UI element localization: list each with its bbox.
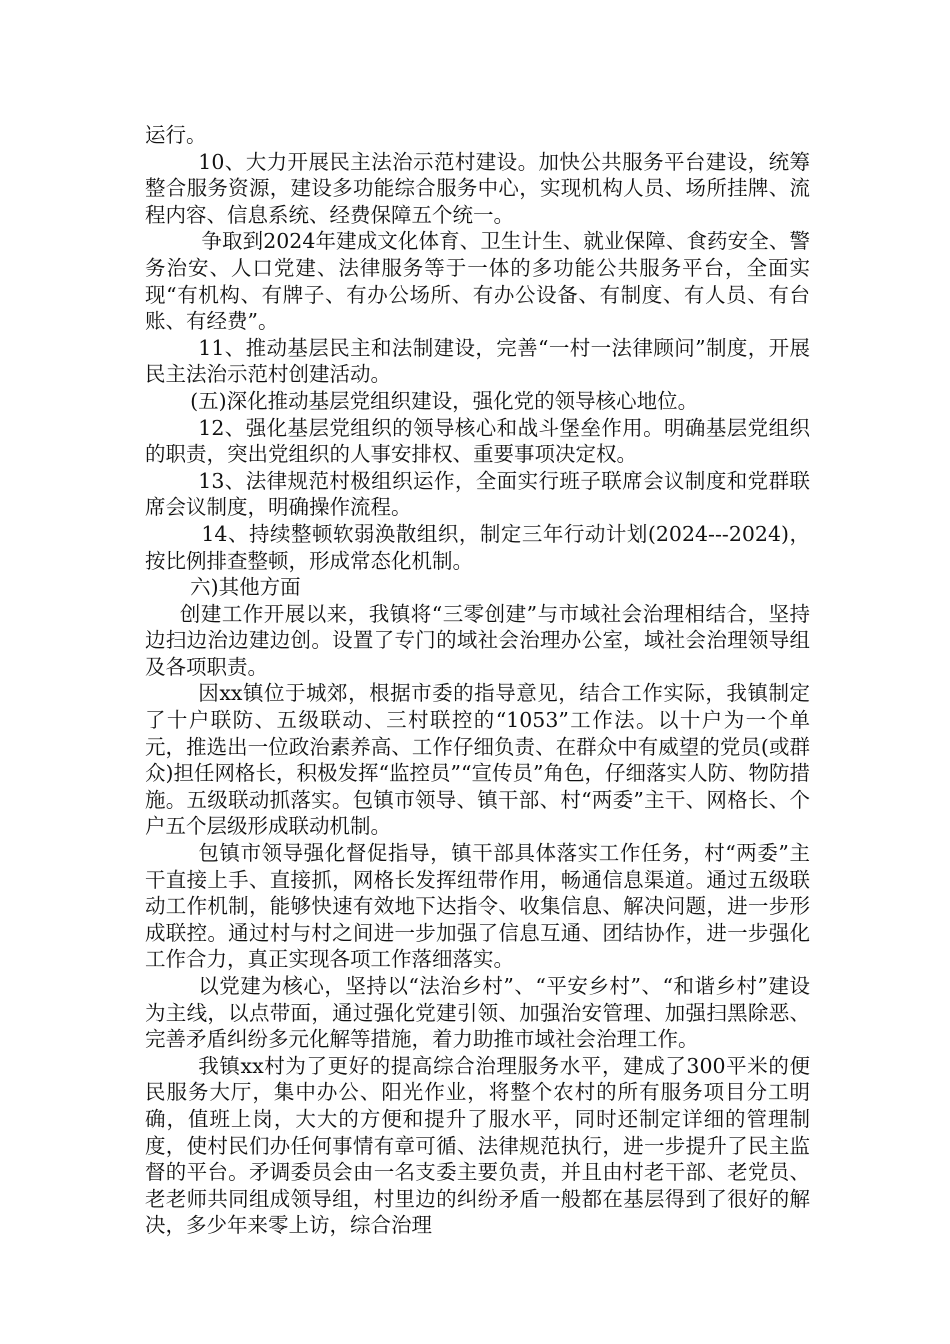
paragraph: 包镇市领导强化督促指导，镇干部具体落实工作任务，村“两委”主干直接上手、直接抓，网格长发挥纽带作用，畅通信息渠道。通过五级联动工作机制，能够快速有效地下达指令、收集信息、解决问题，进一步形成联控。通过村与村之间进一步加强了信息互通、团结协作，进一步强化工作合力，真正实现各项工作落细落实。 <box>145 841 810 972</box>
section-heading: 六)其他方面 <box>190 575 301 600</box>
paragraph: 我镇xx村为了更好的提高综合治理服务水平，建成了300平米的便民服务大厅，集中办公、阳光作业，将整个农村的所有服务项目分工明确，值班上岗，大大的方便和提升了服水平，同时还制定详细的管理制度，使村民们办任何事情有章可循、法律规范执行，进一步提升了民主监督的平台。矛调委员会由一名支委主要负责，并且由村老干部、老党员、老老师共同组成领导组，村里边的纠纷矛盾一般都在基层得到了很好的解决，多少年来零上访，综合治理 <box>145 1053 810 1238</box>
paragraph: 10、大力开展民主法治示范村建设。加快公共服务平台建设，统筹整合服务资源，建设多功能综合服务中心，实现机构人员、场所挂牌、流程内容、信息系统、经费保障五个统一。 <box>145 149 810 227</box>
paragraph: 12、强化基层党组织的领导核心和战斗堡垒作用。明确基层党组织的职责，突出党组织的人事安排权、重要事项决定权。 <box>145 415 810 467</box>
paragraph: (五)深化推动基层党组织建设，强化党的领导核心地位。 <box>190 388 699 413</box>
paragraph: 争取到2024年建成文化体育、卫生计生、就业保障、食药安全、警务治安、人口党建、法律服务等于一体的多功能公共服务平台，全面实现“有机构、有牌子、有办公场所、有办公设备、有制度、有人员、有台账、有经费”。 <box>145 229 810 334</box>
document-body <box>145 122 810 1239</box>
paragraph: 11、推动基层民主和法制建设，完善“一村一法律顾问”制度，开展民主法治示范村创建活动。 <box>145 335 810 387</box>
paragraph: 14、持续整顿软弱涣散组织，制定三年行动计划(2024---2024)，按比例排查整顿，形成常态化机制。 <box>145 521 810 573</box>
paragraph: 运行。 <box>145 123 207 147</box>
paragraph: 创建工作开展以来，我镇将“三零创建”与市域社会治理相结合，坚持边扫边治边建边创。设置了专门的域社会治理办公室，域社会治理领导组及各项职责。 <box>145 601 810 679</box>
paragraph: 13、法律规范村极组织运作，全面实行班子联席会议制度和党群联席会议制度，明确操作流程。 <box>145 468 810 520</box>
paragraph: 以党建为核心，坚持以“法治乡村”、“平安乡村”、“和谐乡村”建设为主线，以点带面，通过强化党建引领、加强治安管理、加强扫黑除恶、完善矛盾纠纷多元化解等措施，着力助推市域社会治理工作。 <box>145 974 810 1052</box>
paragraph: 因xx镇位于城郊，根据市委的指导意见，结合工作实际，我镇制定了十户联防、五级联动、三村联控的“1053”工作法。以十户为一个单元，推选出一位政治素养高、工作仔细负责、在群众中有威望的党员(或群众)担任网格长，积极发挥“监控员”“宣传员”角色，仔细落实人防、物防措施。五级联动抓落实。包镇市领导、镇干部、村“两委”主干、网格长、个户五个层级形成联动机制。 <box>145 681 810 839</box>
